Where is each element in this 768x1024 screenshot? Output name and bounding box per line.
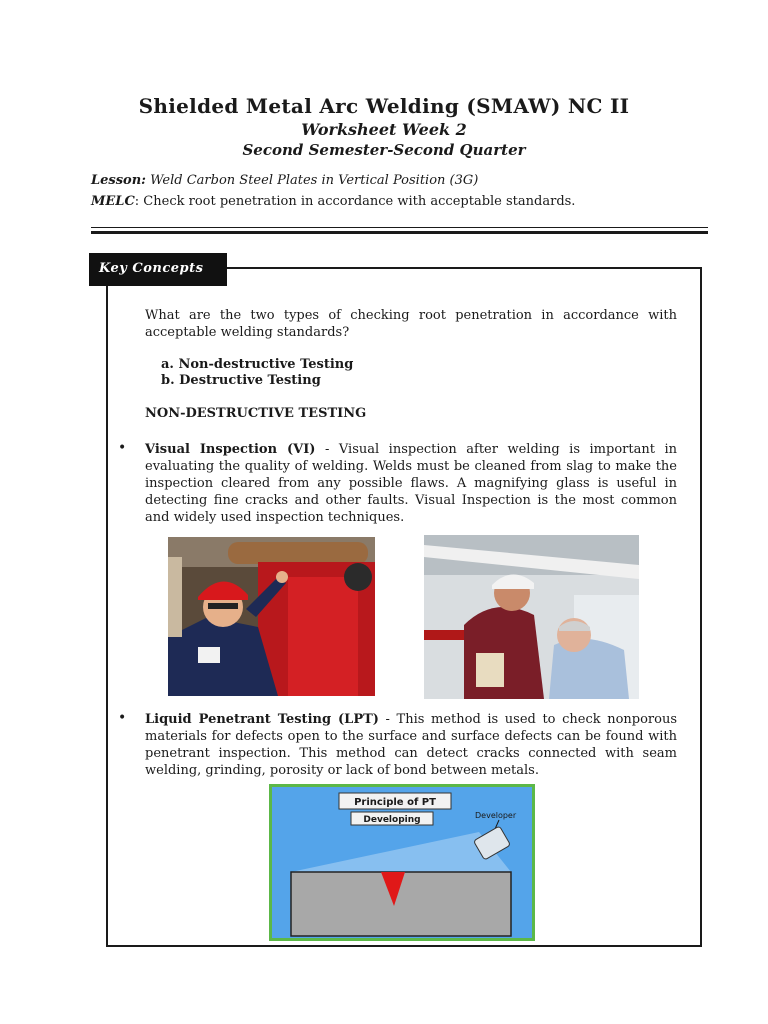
lesson-label: Lesson: — [91, 173, 146, 188]
diagram-title: Principle of PT — [354, 797, 436, 808]
page-title: Shielded Metal Arc Welding (SMAW) NC II — [138, 94, 630, 118]
header-divider-thick — [91, 231, 708, 234]
lesson-line — [91, 173, 478, 188]
type-label-a: Non-destructive Testing — [178, 357, 354, 372]
visual-text: - Visual inspection after welding is important in evaluating the quality of welding. Welds must be cleaned from slag to make the inspection cleared from any possible flaws. A magnifying glass is useful in detecting fine cracks and other faults. Visual Inspection is the most common and widely used inspection techniques. — [145, 442, 677, 525]
diagram-step: Developing — [363, 815, 421, 825]
semester-subtitle: Second Semester-Second Quarter — [242, 141, 526, 159]
worksheet-subtitle: Worksheet Week 2 — [301, 120, 467, 139]
visual-inspection-photo-2 — [424, 535, 639, 699]
type-label-b: Destructive Testing — [179, 373, 321, 388]
lesson-text: Weld Carbon Steel Plates in Vertical Position (3G) — [150, 173, 479, 188]
melc-line — [91, 194, 575, 209]
penetrant-testing-diagram — [269, 784, 535, 941]
bullet-icon: • — [118, 710, 127, 726]
visual-inspection-photo-1 — [168, 537, 375, 696]
type-marker-a: a. — [161, 357, 174, 372]
bullet-icon: • — [118, 440, 127, 456]
header-divider-thin — [91, 227, 708, 228]
lpt-text: - This method is used to check nonporous materials for defects open to the surface and surface defects can be found with penetrant inspection. This method can detect cracks connected with seam welding, grinding, porosity or lack of bond between metals. — [145, 712, 678, 778]
diagram-callout: Developer — [475, 811, 517, 820]
melc-text: : Check root penetration in accordance with acceptable standards. — [134, 194, 576, 209]
lpt-term: Liquid Penetrant Testing (LPT) — [145, 712, 379, 727]
visual-inspection-paragraph — [145, 441, 677, 526]
question-text: What are the two types of checking root penetration in accordance with acceptable welding standards? — [145, 308, 677, 340]
type-marker-b: b. — [161, 373, 175, 388]
lpt-paragraph — [145, 711, 677, 779]
type-item-b — [161, 373, 321, 388]
section-heading: NON-DESTRUCTIVE TESTING — [145, 406, 367, 421]
melc-label: MELC — [91, 194, 135, 209]
key-concepts-tab: Key Concepts — [89, 253, 227, 286]
type-item-a — [161, 357, 353, 372]
visual-term: Visual Inspection (VI) — [145, 442, 316, 457]
